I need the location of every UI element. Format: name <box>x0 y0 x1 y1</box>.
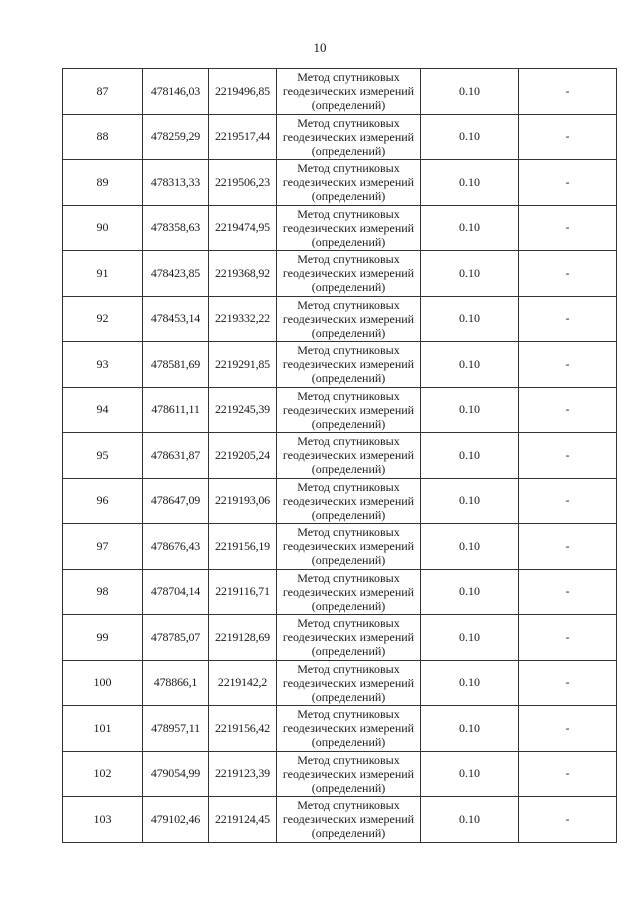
accuracy-cell: 0.10 <box>421 387 519 433</box>
y-coordinate-cell: 2219116,71 <box>209 569 277 615</box>
accuracy-cell: 0.10 <box>421 706 519 752</box>
method-line-2: геодезических измерений <box>282 357 415 372</box>
method-line-1: Метод спутниковых <box>297 570 400 585</box>
method-line-3: (определений) <box>311 234 386 249</box>
accuracy-cell: 0.10 <box>421 251 519 297</box>
method-line-2: геодезических измерений <box>282 539 415 554</box>
point-number-cell: 90 <box>63 205 143 251</box>
method-line-3: (определений) <box>311 143 386 158</box>
description-cell: - <box>519 660 617 706</box>
method-line-3: (определений) <box>311 371 386 386</box>
method-line-3: (определений) <box>311 553 386 568</box>
description-cell: - <box>519 751 617 797</box>
method-line-1: Метод спутниковых <box>297 343 400 358</box>
y-coordinate-cell: 2219128,69 <box>209 615 277 661</box>
method-cell <box>277 69 421 115</box>
method-line-1: Метод спутниковых <box>297 115 400 130</box>
table-row <box>63 387 617 433</box>
y-coordinate-cell: 2219124,45 <box>209 797 277 843</box>
y-coordinate-cell: 2219156,42 <box>209 706 277 752</box>
coordinates-table <box>62 68 617 843</box>
table-row <box>63 706 617 752</box>
method-cell <box>277 478 421 524</box>
accuracy-cell: 0.10 <box>421 69 519 115</box>
table-row <box>63 615 617 661</box>
table-row <box>63 433 617 479</box>
method-line-3: (определений) <box>311 644 386 659</box>
accuracy-cell: 0.10 <box>421 797 519 843</box>
method-line-3: (определений) <box>311 598 386 613</box>
point-number-cell: 96 <box>63 478 143 524</box>
x-coordinate-cell: 478611,11 <box>143 387 209 433</box>
x-coordinate-cell: 478631,87 <box>143 433 209 479</box>
description-cell: - <box>519 478 617 524</box>
table-row <box>63 342 617 388</box>
y-coordinate-cell: 2219506,23 <box>209 160 277 206</box>
y-coordinate-cell: 2219496,85 <box>209 69 277 115</box>
method-line-2: геодезических измерений <box>282 766 415 781</box>
method-line-2: геодезических измерений <box>282 448 415 463</box>
y-coordinate-cell: 2219205,24 <box>209 433 277 479</box>
y-coordinate-cell: 2219245,39 <box>209 387 277 433</box>
method-line-1: Метод спутниковых <box>297 388 400 403</box>
method-cell <box>277 296 421 342</box>
method-line-3: (определений) <box>311 689 386 704</box>
point-number-cell: 103 <box>63 797 143 843</box>
method-cell <box>277 160 421 206</box>
description-cell: - <box>519 205 617 251</box>
accuracy-cell: 0.10 <box>421 569 519 615</box>
method-cell <box>277 615 421 661</box>
accuracy-cell: 0.10 <box>421 660 519 706</box>
method-line-2: геодезических измерений <box>282 311 415 326</box>
method-line-2: геодезических измерений <box>282 266 415 281</box>
point-number-cell: 99 <box>63 615 143 661</box>
description-cell: - <box>519 114 617 160</box>
table-row <box>63 569 617 615</box>
method-cell <box>277 387 421 433</box>
method-line-3: (определений) <box>311 826 386 841</box>
method-cell <box>277 706 421 752</box>
x-coordinate-cell: 478313,33 <box>143 160 209 206</box>
method-line-1: Метод спутниковых <box>297 252 400 267</box>
table-row <box>63 160 617 206</box>
accuracy-cell: 0.10 <box>421 478 519 524</box>
description-cell: - <box>519 251 617 297</box>
method-line-3: (определений) <box>311 416 386 431</box>
y-coordinate-cell: 2219193,06 <box>209 478 277 524</box>
method-line-2: геодезических измерений <box>282 220 415 235</box>
x-coordinate-cell: 478581,69 <box>143 342 209 388</box>
method-cell <box>277 797 421 843</box>
accuracy-cell: 0.10 <box>421 751 519 797</box>
description-cell: - <box>519 524 617 570</box>
method-line-1: Метод спутниковых <box>297 661 400 676</box>
method-line-2: геодезических измерений <box>282 402 415 417</box>
x-coordinate-cell: 478146,03 <box>143 69 209 115</box>
method-line-2: геодезических измерений <box>282 129 415 144</box>
method-cell <box>277 251 421 297</box>
point-number-cell: 93 <box>63 342 143 388</box>
x-coordinate-cell: 478358,63 <box>143 205 209 251</box>
accuracy-cell: 0.10 <box>421 114 519 160</box>
method-line-1: Метод спутниковых <box>297 798 400 813</box>
method-line-3: (определений) <box>311 98 386 113</box>
method-line-3: (определений) <box>311 462 386 477</box>
point-number-cell: 95 <box>63 433 143 479</box>
method-line-1: Метод спутниковых <box>297 752 400 767</box>
y-coordinate-cell: 2219368,92 <box>209 251 277 297</box>
point-number-cell: 89 <box>63 160 143 206</box>
method-line-1: Метод спутниковых <box>297 161 400 176</box>
method-line-2: геодезических измерений <box>282 584 415 599</box>
method-cell <box>277 660 421 706</box>
description-cell: - <box>519 797 617 843</box>
method-line-1: Метод спутниковых <box>297 707 400 722</box>
method-line-2: геодезических измерений <box>282 812 415 827</box>
description-cell: - <box>519 706 617 752</box>
method-line-2: геодезических измерений <box>282 630 415 645</box>
method-cell <box>277 433 421 479</box>
point-number-cell: 88 <box>63 114 143 160</box>
x-coordinate-cell: 478259,29 <box>143 114 209 160</box>
table-row <box>63 251 617 297</box>
accuracy-cell: 0.10 <box>421 205 519 251</box>
accuracy-cell: 0.10 <box>421 296 519 342</box>
point-number-cell: 98 <box>63 569 143 615</box>
y-coordinate-cell: 2219142,2 <box>209 660 277 706</box>
method-line-2: геодезических измерений <box>282 175 415 190</box>
method-cell <box>277 569 421 615</box>
method-line-2: геодезических измерений <box>282 721 415 736</box>
y-coordinate-cell: 2219474,95 <box>209 205 277 251</box>
method-cell <box>277 342 421 388</box>
method-line-3: (определений) <box>311 507 386 522</box>
method-line-3: (определений) <box>311 780 386 795</box>
method-cell <box>277 114 421 160</box>
method-cell <box>277 524 421 570</box>
method-line-1: Метод спутниковых <box>297 206 400 221</box>
y-coordinate-cell: 2219332,22 <box>209 296 277 342</box>
description-cell: - <box>519 342 617 388</box>
table-body <box>63 69 617 843</box>
method-line-3: (определений) <box>311 189 386 204</box>
method-line-2: геодезических измерений <box>282 675 415 690</box>
method-line-3: (определений) <box>311 735 386 750</box>
method-line-3: (определений) <box>311 280 386 295</box>
y-coordinate-cell: 2219517,44 <box>209 114 277 160</box>
x-coordinate-cell: 478676,43 <box>143 524 209 570</box>
table-row <box>63 524 617 570</box>
point-number-cell: 100 <box>63 660 143 706</box>
point-number-cell: 94 <box>63 387 143 433</box>
method-line-1: Метод спутниковых <box>297 616 400 631</box>
description-cell: - <box>519 569 617 615</box>
page-number: 10 <box>313 40 327 55</box>
table-row <box>63 797 617 843</box>
x-coordinate-cell: 479102,46 <box>143 797 209 843</box>
y-coordinate-cell: 2219291,85 <box>209 342 277 388</box>
table-row <box>63 296 617 342</box>
accuracy-cell: 0.10 <box>421 615 519 661</box>
point-number-cell: 91 <box>63 251 143 297</box>
accuracy-cell: 0.10 <box>421 433 519 479</box>
method-line-1: Метод спутниковых <box>297 434 400 449</box>
table-row <box>63 205 617 251</box>
x-coordinate-cell: 478647,09 <box>143 478 209 524</box>
table-row <box>63 751 617 797</box>
point-number-cell: 101 <box>63 706 143 752</box>
method-cell <box>277 751 421 797</box>
table-row <box>63 478 617 524</box>
description-cell: - <box>519 433 617 479</box>
point-number-cell: 92 <box>63 296 143 342</box>
table-row <box>63 114 617 160</box>
method-line-2: геодезических измерений <box>282 84 415 99</box>
method-line-3: (определений) <box>311 325 386 340</box>
method-cell <box>277 205 421 251</box>
description-cell: - <box>519 296 617 342</box>
y-coordinate-cell: 2219156,19 <box>209 524 277 570</box>
method-line-1: Метод спутниковых <box>297 525 400 540</box>
point-number-cell: 102 <box>63 751 143 797</box>
point-number-cell: 87 <box>63 69 143 115</box>
table-row <box>63 69 617 115</box>
x-coordinate-cell: 478423,85 <box>143 251 209 297</box>
x-coordinate-cell: 479054,99 <box>143 751 209 797</box>
method-line-2: геодезических измерений <box>282 493 415 508</box>
accuracy-cell: 0.10 <box>421 342 519 388</box>
y-coordinate-cell: 2219123,39 <box>209 751 277 797</box>
x-coordinate-cell: 478453,14 <box>143 296 209 342</box>
point-number-cell: 97 <box>63 524 143 570</box>
x-coordinate-cell: 478704,14 <box>143 569 209 615</box>
table-row <box>63 660 617 706</box>
description-cell: - <box>519 387 617 433</box>
method-line-1: Метод спутниковых <box>297 297 400 312</box>
accuracy-cell: 0.10 <box>421 524 519 570</box>
method-line-1: Метод спутниковых <box>297 70 400 85</box>
method-line-1: Метод спутниковых <box>297 479 400 494</box>
x-coordinate-cell: 478785,07 <box>143 615 209 661</box>
description-cell: - <box>519 615 617 661</box>
description-cell: - <box>519 160 617 206</box>
x-coordinate-cell: 478866,1 <box>143 660 209 706</box>
x-coordinate-cell: 478957,11 <box>143 706 209 752</box>
description-cell: - <box>519 69 617 115</box>
accuracy-cell: 0.10 <box>421 160 519 206</box>
